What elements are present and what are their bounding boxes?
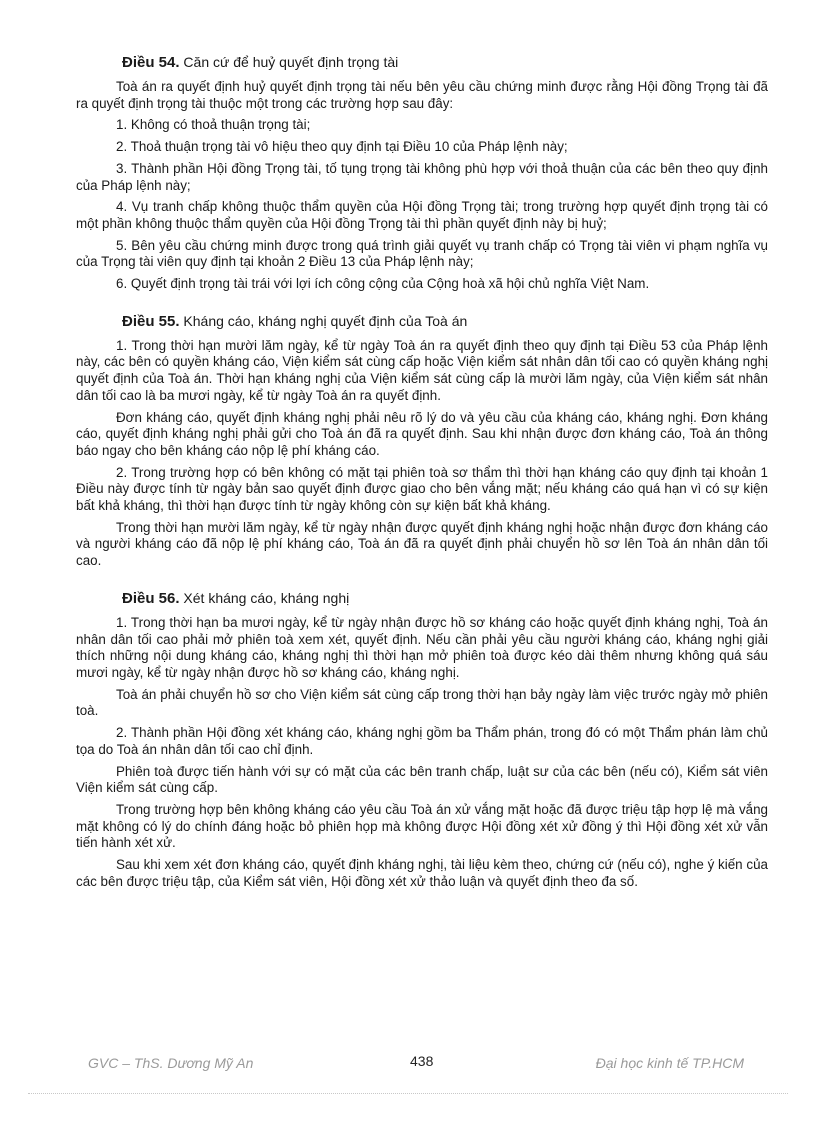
article-title: Căn cứ để huỷ quyết định trọng tài [183,54,399,70]
article-heading [122,54,768,71]
page-footer [88,1053,744,1075]
paragraph: 4. Vụ tranh chấp không thuộc thẩm quyền của Hội đồng Trọng tài; trong trường hợp quyết định trọng tài có một phần không thuộc thẩm quyền của Hội đồng Trọng tài thì phần quyết định này bị huỷ; [76,199,768,231]
page-bottom-divider [28,1093,788,1094]
page-number: 438 [410,1053,434,1069]
paragraph: Toà án ra quyết định huỷ quyết định trọng tài nếu bên yêu cầu chứng minh được rằng Hội đồng Trọng tài đã ra quyết định trọng tài thuộc một trong các trường hợp sau đây: [76,79,768,111]
paragraph: 1. Trong thời hạn mười lăm ngày, kể từ ngày Toà án ra quyết định theo quy định tại Điều 53 của Pháp lệnh này, các bên có quyền kháng cáo, Viện kiểm sát cùng cấp hoặc Viện kiểm sát nhân dân tối cao có quyền kháng nghị quyết định của Toà án. Thời hạn kháng nghị của Viện kiểm sát cùng cấp là mười lăm ngày, của Viện kiểm sát nhân dân tối cao là ba mươi ngày, kể từ ngày Toà án ra quyết định. [76,337,768,403]
paragraph: 1. Không có thoả thuận trọng tài; [116,117,311,133]
paragraph: Trong trường hợp bên không kháng cáo yêu cầu Toà án xử vắng mặt hoặc đã được triệu tập hợp lệ mà vắng mặt không có lý do chính đáng hoặc bỏ phiên họp mà không được Hội đồng xét xử đồng ý thì Hội đồng xét xử vẫn tiến hành xét xử. [76,801,768,851]
paragraph: Đơn kháng cáo, quyết định kháng nghị phải nêu rõ lý do và yêu cầu của kháng cáo, kháng nghị. Đơn kháng cáo, quyết định kháng nghị phải gửi cho Toà án đã ra quyết định. Sau khi nhận được đơn kháng cáo, Toà án thông báo ngay cho bên kháng cáo nộp lệ phí kháng cáo. [76,409,768,458]
page-content [76,40,768,910]
article-56 [76,590,768,891]
paragraph: Toà án phải chuyển hồ sơ cho Viện kiểm sát cùng cấp trong thời hạn bảy ngày làm việc trước ngày mở phiên toà. [76,686,768,719]
paragraph: 2. Trong trường hợp có bên không có mặt tại phiên toà sơ thẩm thì thời hạn kháng cáo quy định tại khoản 1 Điều này được tính từ ngày bản sao quyết định được giao cho bên vắng mặt; nếu kháng cáo quá hạn vì có sự kiện bất khả kháng, thì thời hạn được tính từ ngày không còn sự kiện bất khả kháng. [76,464,768,514]
article-55 [76,313,768,570]
paragraph: Sau khi xem xét đơn kháng cáo, quyết định kháng nghị, tài liệu kèm theo, chứng cứ (nếu có), nghe ý kiến của các bên được triệu tập, của Kiểm sát viên, Hội đồng xét xử thảo luận và quyết định theo đa số. [76,857,768,889]
footer-institution: Đại học kinh tế TP.HCM [595,1055,744,1071]
paragraph: 3. Thành phần Hội đồng Trọng tài, tố tụng trọng tài không phù hợp với thoả thuận của các bên theo quy định của Pháp lệnh này; [76,160,768,193]
footer-author: GVC – ThS. Dương Mỹ An [88,1055,254,1071]
paragraph: 5. Bên yêu cầu chứng minh được trong quá trình giải quyết vụ tranh chấp có Trọng tài viên vi phạm nghĩa vụ của Trọng tài viên quy định tại khoản 2 Điều 13 của Pháp lệnh này; [76,237,768,270]
paragraph: Phiên toà được tiến hành với sự có mặt của các bên tranh chấp, luật sư của các bên (nếu có), Kiểm sát viên Viện kiểm sát cùng cấp. [76,763,768,796]
article-54 [76,54,768,293]
article-title: Xét kháng cáo, kháng nghị [183,589,350,606]
paragraph: 2. Thành phần Hội đồng xét kháng cáo, kháng nghị gồm ba Thẩm phán, trong đó có một Thẩm phán làm chủ tọa do Toà án nhân dân tối cao chỉ định. [76,725,768,757]
article-number: Điều 55. [122,312,180,330]
paragraph: 6. Quyết định trọng tài trái với lợi ích công cộng của Cộng hoà xã hội chủ nghĩa Việt Nam. [116,276,650,292]
article-number: Điều 56. [122,589,180,607]
paragraph: 1. Trong thời hạn ba mươi ngày, kể từ ngày nhận được hồ sơ kháng cáo hoặc quyết định kháng nghị, Toà án nhân dân tối cao phải mở phiên toà xem xét, quyết định. Nếu cần phải yêu cầu người kháng cáo, kháng nghị giải thích những nội dung kháng cáo, kháng nghị thì thời hạn mở phiên toà được kéo dài thêm nhưng không quá sáu mươi ngày, kể từ ngày nhận được hồ sơ kháng cáo, kháng nghị. [76,614,768,680]
article-title: Kháng cáo, kháng nghị quyết định của Toà án [183,312,468,329]
article-number: Điều 54. [122,54,180,71]
paragraph: 2. Thoả thuận trọng tài vô hiệu theo quy định tại Điều 10 của Pháp lệnh này; [116,139,568,155]
paragraph: Trong thời hạn mười lăm ngày, kể từ ngày nhận được quyết định kháng nghị hoặc nhận được đơn kháng cáo và người kháng cáo đã nộp lệ phí kháng cáo, Toà án đã ra quyết định phải chuyển hồ sơ lên Toà án nhân dân tối cao. [76,519,768,569]
article-heading [122,313,768,330]
article-heading [122,590,768,607]
